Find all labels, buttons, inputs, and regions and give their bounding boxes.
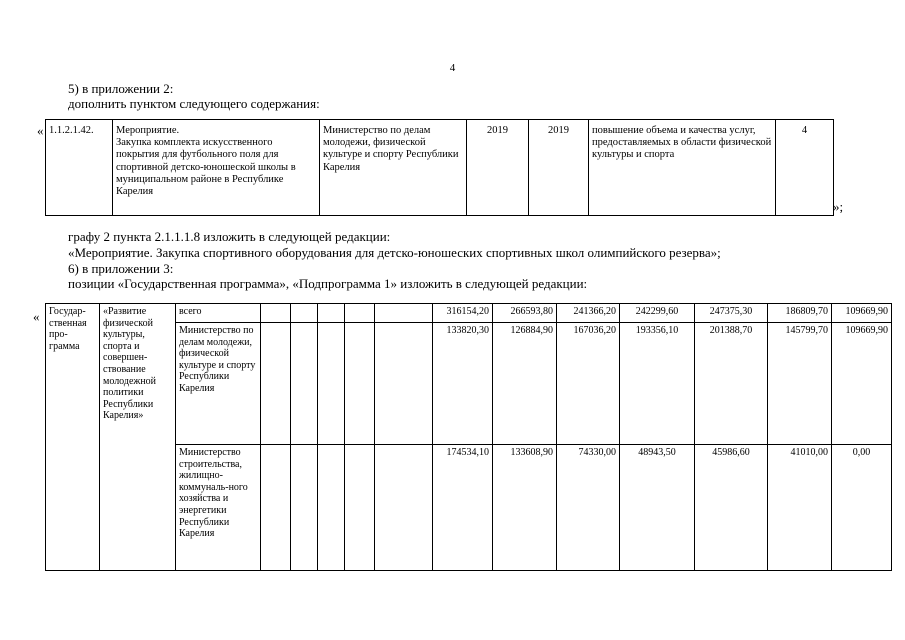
value-cell: 266593,80	[493, 304, 557, 323]
table1-open-quote: «	[37, 123, 44, 138]
value-cell: 0,00	[832, 445, 892, 571]
empty-cell	[318, 323, 345, 445]
activity-table	[45, 119, 834, 216]
activity-description: Закупка комплекта искусственного покрытия для футбольного поля для спортивной детско-юношеской школы в муниципальном районе в Республике Карелия	[116, 137, 296, 198]
value-cell: 133820,30	[433, 323, 493, 445]
value-cell: 316154,20	[433, 304, 493, 323]
activity-year-end: 2019	[529, 120, 589, 216]
row-executor: Министерство по делам молодежи, физической культуре и спорту Республики Карелия	[176, 323, 261, 445]
middle-line-3: 6) в приложении 3:	[68, 261, 174, 276]
value-cell: 74330,00	[557, 445, 620, 571]
value-cell: 247375,30	[695, 304, 768, 323]
intro-line-1: 5) в приложении 2:	[68, 81, 174, 96]
middle-line-2: «Мероприятие. Закупка спортивного оборудования для детско-юношеских спортивных школ олимпийского резерва»;	[68, 245, 721, 260]
value-cell: 241366,20	[557, 304, 620, 323]
empty-cell	[291, 323, 318, 445]
value-cell: 167036,20	[557, 323, 620, 445]
empty-cell	[261, 323, 291, 445]
value-cell: 45986,60	[695, 445, 768, 571]
middle-line-1: графу 2 пункта 2.1.1.1.8 изложить в следующей редакции:	[68, 229, 391, 244]
activity-code: 1.1.2.1.42.	[46, 120, 113, 216]
empty-cell	[291, 304, 318, 323]
empty-cell	[375, 304, 433, 323]
activity-title: Мероприятие.	[116, 125, 180, 136]
empty-cell	[261, 304, 291, 323]
row-executor: Министерство строительства, жилищно-коммуналь-ного хозяйства и энергетики Республики Карелия	[176, 445, 261, 571]
value-cell: 201388,70	[695, 323, 768, 445]
empty-cell	[261, 445, 291, 571]
activity-executor: Министерство по делам молодежи, физической культуре и спорту Республики Карелия	[320, 120, 467, 216]
value-cell: 109669,90	[832, 304, 892, 323]
empty-cell	[345, 323, 375, 445]
intro-line-2: дополнить пунктом следующего содержания:	[68, 96, 320, 111]
value-cell: 193356,10	[620, 323, 695, 445]
empty-cell	[291, 445, 318, 571]
middle-line-4: позиции «Государственная программа», «Подпрограмма 1» изложить в следующей редакции:	[68, 276, 588, 291]
empty-cell	[375, 445, 433, 571]
page-number: 4	[449, 62, 456, 74]
value-cell: 41010,00	[768, 445, 832, 571]
activity-ref: 4	[776, 120, 834, 216]
row-executor: всего	[176, 304, 261, 323]
value-cell: 186809,70	[768, 304, 832, 323]
value-cell: 133608,90	[493, 445, 557, 571]
value-cell: 174534,10	[433, 445, 493, 571]
activity-result: повышение объема и качества услуг, предоставляемых в области физической культуры и спорта	[589, 120, 776, 216]
value-cell: 109669,90	[832, 323, 892, 445]
value-cell: 126884,90	[493, 323, 557, 445]
activity-row	[46, 120, 834, 216]
table1-close-mark: »;	[833, 199, 844, 214]
empty-cell	[318, 445, 345, 571]
program-table	[45, 303, 892, 571]
empty-cell	[375, 323, 433, 445]
empty-cell	[345, 304, 375, 323]
empty-cell	[345, 445, 375, 571]
activity-year-start: 2019	[467, 120, 529, 216]
program-name: «Развитие физической культуры, спорта и совершен-ствование молодежной политики Республики Карелия»	[100, 304, 176, 571]
value-cell: 242299,60	[620, 304, 695, 323]
value-cell: 145799,70	[768, 323, 832, 445]
program-status: Государ-ственная про-грамма	[46, 304, 100, 571]
activity-description-cell	[113, 120, 320, 216]
empty-cell	[318, 304, 345, 323]
value-cell: 48943,50	[620, 445, 695, 571]
table2-open-quote: «	[33, 309, 40, 324]
program-row-total	[46, 304, 892, 323]
